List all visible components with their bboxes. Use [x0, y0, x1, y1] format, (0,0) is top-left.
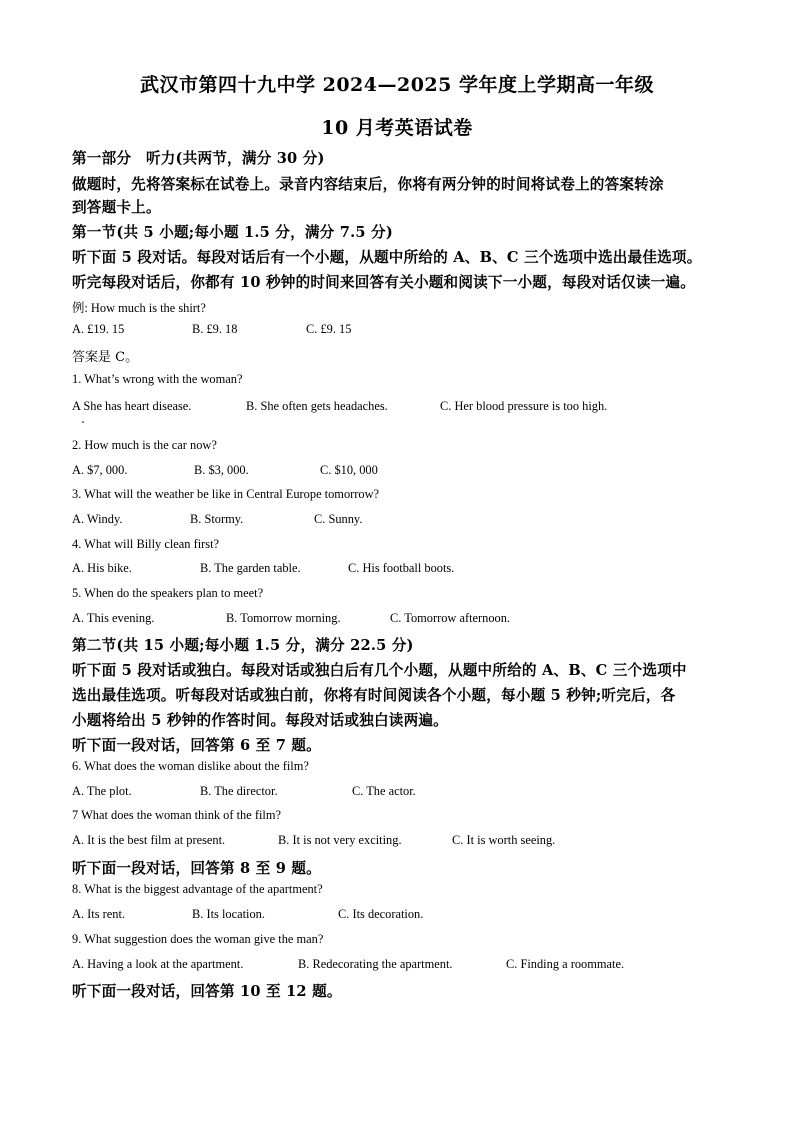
q8-option-b: B. Its location. [192, 907, 265, 921]
q3-option-b: B. Stormy. [190, 512, 244, 526]
q4-option-a: A. His bike. [72, 561, 132, 575]
q1-option-a: A She has heart disease. [72, 399, 192, 413]
section2-instr-line1: 听下面 5 段对话或独白。每段对话或独白后有几个小题，从题中所给的 A、B、C 三个选项中 [72, 662, 687, 679]
section1-instr-line1: 听下面 5 段对话。每段对话后有一个小题，从题中所给的 A、B、C 三个选项中选出最佳选项。 [72, 249, 702, 266]
exam-title: 武汉市第四十九中学 2024—2025 学年度上学期高一年级 [140, 74, 654, 96]
example-option-c: C. £9. 15 [306, 322, 352, 336]
question-8: 8. What is the biggest advantage of the apartment? [72, 882, 323, 896]
q4-option-b: B. The garden table. [200, 561, 301, 575]
q3-option-a: A. Windy. [72, 512, 123, 526]
q2-option-c: C. $10, 000 [320, 463, 378, 477]
dialog-heading-6-7: 听下面一段对话，回答第 6 至 7 题。 [72, 737, 321, 754]
q7-option-b: B. It is not very exciting. [278, 833, 402, 847]
section2-heading: 第二节(共 15 小题;每小题 1.5 分，满分 22.5 分) [72, 637, 414, 654]
dialog-heading-10-12: 听下面一段对话，回答第 10 至 12 题。 [72, 983, 342, 1000]
q3-option-c: C. Sunny. [314, 512, 363, 526]
part1-intro-line1: 做题时，先将答案标在试卷上。录音内容结束后，你将有两分钟的时间将试卷上的答案转涂 [72, 176, 664, 193]
q6-option-c: C. The actor. [352, 784, 416, 798]
question-9: 9. What suggestion does the woman give the man? [72, 932, 324, 946]
section2-instr-line2: 选出最佳选项。听每段对话或独白前，你将有时间阅读各个小题，每小题 5 秒钟;听完后，各 [72, 687, 676, 704]
q8-option-c: C. Its decoration. [338, 907, 424, 921]
q9-option-a: A. Having a look at the apartment. [72, 957, 244, 971]
question-4: 4. What will Billy clean first? [72, 537, 220, 551]
exam-subtitle: 10 月考英语试卷 [321, 117, 473, 139]
q2-option-b: B. $3, 000. [194, 463, 249, 477]
part1-heading: 第一部分 听力(共两节，满分 30 分) [72, 150, 325, 167]
q7-option-c: C. It is worth seeing. [452, 833, 556, 847]
q7-option-a: A. It is the best film at present. [72, 833, 226, 847]
example-answer: 答案是 C。 [72, 350, 139, 365]
q5-option-a: A. This evening. [72, 611, 155, 625]
section1-instr-line2: 听完每段对话后，你都有 10 秒钟的时间来回答有关小题和阅读下一小题，每段对话仅读一遍。 [72, 274, 696, 291]
example-question: 例: How much is the shirt? [72, 301, 206, 315]
question-5: 5. When do the speakers plan to meet? [72, 586, 264, 600]
q5-option-c: C. Tomorrow afternoon. [390, 611, 511, 625]
part1-intro-line2: 到答题卡上。 [72, 199, 161, 216]
example-option-a: A. £19. 15 [72, 322, 125, 336]
q9-option-c: C. Finding a roommate. [506, 957, 625, 971]
q6-option-b: B. The director. [200, 784, 278, 798]
q6-option-a: A. The plot. [72, 784, 132, 798]
question-1: 1. What’s wrong with the woman? [72, 372, 243, 386]
example-option-b: B. £9. 18 [192, 322, 238, 336]
question-7: 7 What does the woman think of the film? [72, 808, 281, 822]
section2-instr-line3: 小题将给出 5 秒钟的作答时间。每段对话或独白读两遍。 [72, 712, 448, 729]
q9-option-b: B. Redecorating the apartment. [298, 957, 453, 971]
section1-heading: 第一节(共 5 小题;每小题 1.5 分，满分 7.5 分) [72, 224, 393, 241]
stray-mark [82, 421, 84, 423]
q2-option-a: A. $7, 000. [72, 463, 128, 477]
question-6: 6. What does the woman dislike about the film? [72, 759, 309, 773]
q4-option-c: C. His football boots. [348, 561, 455, 575]
question-2: 2. How much is the car now? [72, 438, 217, 452]
q8-option-a: A. Its rent. [72, 907, 125, 921]
question-3: 3. What will the weather be like in Central Europe tomorrow? [72, 487, 380, 501]
q1-option-b: B. She often gets headaches. [246, 399, 388, 413]
q1-option-c: C. Her blood pressure is too high. [440, 399, 608, 413]
q5-option-b: B. Tomorrow morning. [226, 611, 341, 625]
dialog-heading-8-9: 听下面一段对话，回答第 8 至 9 题。 [72, 860, 321, 877]
